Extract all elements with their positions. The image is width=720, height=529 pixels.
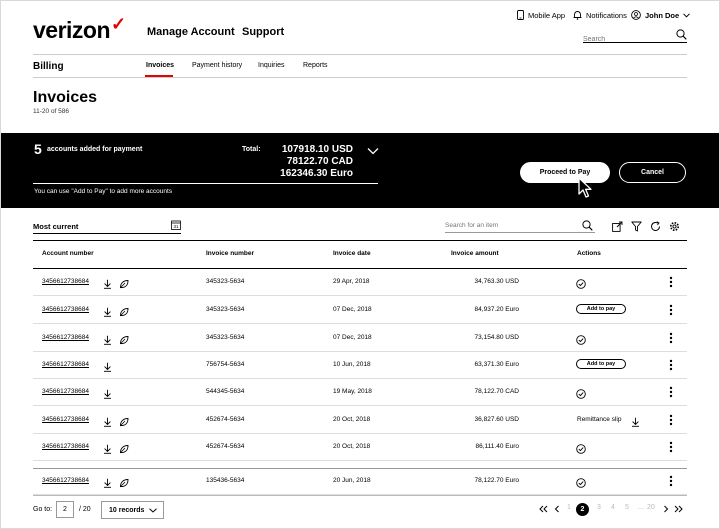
invoice-number: 345323-5634: [206, 306, 245, 313]
more-options-icon[interactable]: [669, 386, 673, 398]
col-actions: Actions: [577, 250, 601, 257]
check-circle-icon: [576, 279, 586, 289]
leaf-button[interactable]: [119, 332, 129, 350]
invoice-amount: 63,371.30 Euro: [474, 361, 519, 368]
paid-status: [576, 386, 586, 404]
remittance-slip-label[interactable]: Remittance slip: [577, 416, 622, 423]
invoice-amount: 78,122.70 Euro: [474, 477, 519, 484]
page-20[interactable]: 20: [647, 504, 655, 511]
user-icon: [631, 10, 641, 20]
download-icon[interactable]: [103, 307, 112, 317]
invoice-number: 452674-5634: [206, 416, 245, 423]
filter-icon[interactable]: [631, 221, 642, 232]
more-options-icon[interactable]: [669, 332, 673, 344]
proceed-to-pay-button[interactable]: Proceed to Pay: [520, 162, 610, 183]
table-row: [33, 324, 687, 352]
header-divider: [33, 54, 687, 55]
download-button[interactable]: [103, 276, 112, 294]
leaf-icon[interactable]: [119, 478, 129, 488]
payment-banner: [1, 133, 720, 208]
table-row: [33, 467, 687, 495]
notifications-link[interactable]: [573, 10, 627, 20]
result-range: 11-20 of 586: [33, 108, 70, 115]
table-bottom-divider: [33, 468, 687, 469]
page-3[interactable]: 3: [597, 504, 601, 511]
total-label: Total:: [242, 146, 261, 153]
total-cad: 78122.70 CAD: [286, 156, 353, 167]
invoice-date: 07 Dec, 2018: [333, 334, 372, 341]
add-to-pay-button[interactable]: Add to pay: [576, 304, 626, 314]
records-label: 10 records: [109, 506, 145, 514]
pagination-divider: [33, 495, 687, 496]
download-button[interactable]: [103, 414, 112, 432]
table-row: [33, 296, 687, 324]
invoice-date: 20 Oct, 2018: [333, 443, 371, 450]
download-icon[interactable]: [103, 417, 112, 427]
next-page-icon[interactable]: [663, 505, 669, 513]
banner-divider: [33, 183, 378, 184]
total-pages: / 20: [79, 506, 91, 513]
leaf-icon[interactable]: [119, 335, 129, 345]
accounts-count: 5: [34, 141, 42, 157]
more-options-icon[interactable]: [669, 304, 673, 316]
phone-icon: [517, 10, 524, 20]
invoice-date: 10 Jun, 2018: [333, 361, 371, 368]
more-options-icon[interactable]: [669, 276, 673, 288]
download-icon[interactable]: [103, 478, 112, 488]
invoice-number: 345323-5634: [206, 334, 245, 341]
table-search[interactable]: [445, 219, 595, 233]
account-number-link[interactable]: 3456612738684: [42, 306, 89, 313]
download-icon[interactable]: [103, 279, 112, 289]
table-header: [33, 240, 687, 269]
page-4[interactable]: 4: [611, 504, 615, 511]
mouse-cursor-icon: [578, 177, 594, 199]
download-icon[interactable]: [103, 389, 112, 399]
invoice-amount: 86,111.40 Euro: [475, 443, 519, 450]
account-number-link[interactable]: 3456612738684: [42, 361, 89, 368]
page-2-current[interactable]: 2: [576, 503, 589, 516]
section-title: Billing: [33, 61, 64, 72]
records-per-page-select[interactable]: [101, 501, 164, 519]
account-number-link[interactable]: 3456612738684: [42, 334, 89, 341]
tab-invoices[interactable]: Invoices: [146, 62, 175, 69]
download-icon[interactable]: [631, 417, 640, 427]
download-button[interactable]: [103, 332, 112, 350]
page-title: Invoices: [33, 89, 98, 106]
accounts-count-label: accounts added for payment: [47, 146, 143, 153]
leaf-button[interactable]: [119, 414, 129, 432]
search-icon[interactable]: [582, 220, 593, 231]
download-button[interactable]: [103, 386, 112, 404]
user-menu[interactable]: [631, 10, 690, 20]
leaf-button[interactable]: [119, 304, 129, 322]
leaf-icon[interactable]: [119, 417, 129, 427]
sort-dropdown[interactable]: [33, 220, 181, 234]
more-options-icon[interactable]: [669, 475, 673, 487]
calendar-icon[interactable]: [171, 220, 181, 230]
first-page-icon[interactable]: [539, 505, 548, 513]
verizon-logo[interactable]: [33, 14, 126, 44]
global-search-input[interactable]: [583, 36, 673, 43]
download-button[interactable]: [103, 441, 112, 459]
more-options-icon[interactable]: [669, 414, 673, 426]
previous-page-icon[interactable]: [554, 505, 560, 513]
check-circle-icon: [576, 389, 586, 399]
paid-status: [576, 276, 586, 294]
invoice-amount: 73,154.80 USD: [474, 334, 519, 341]
chevron-down-icon: [149, 508, 157, 513]
invoice-date: 19 May, 2018: [333, 388, 372, 395]
account-number-link[interactable]: 3456612738684: [42, 278, 89, 285]
table-row: [33, 268, 687, 296]
download-button[interactable]: [103, 359, 112, 377]
table-row: [33, 378, 687, 406]
download-icon[interactable]: [103, 444, 112, 454]
invoice-date: 20 Jun, 2018: [333, 477, 371, 484]
col-invoice-number[interactable]: Invoice number: [206, 250, 255, 257]
total-euro: 162346.30 Euro: [280, 168, 353, 179]
download-button[interactable]: [103, 304, 112, 322]
gear-icon[interactable]: [669, 221, 680, 232]
row-menu[interactable]: [669, 331, 673, 349]
table-row: [33, 433, 687, 461]
row-menu[interactable]: [669, 303, 673, 321]
leaf-icon[interactable]: [119, 444, 129, 454]
row-menu[interactable]: [669, 440, 673, 458]
search-icon[interactable]: [676, 29, 687, 40]
leaf-button[interactable]: [119, 475, 129, 493]
mobile-app-link[interactable]: [517, 10, 565, 20]
row-menu[interactable]: [669, 358, 673, 376]
row-menu[interactable]: [669, 385, 673, 403]
user-name: John Doe: [645, 10, 680, 20]
account-number-link[interactable]: 3456612738684: [42, 477, 89, 484]
global-search[interactable]: [583, 28, 687, 43]
paid-status: [576, 475, 586, 493]
col-invoice-amount[interactable]: Invoice amount: [451, 250, 499, 257]
remittance-download[interactable]: [631, 414, 640, 432]
more-options-icon[interactable]: [669, 359, 673, 371]
expand-totals-chevron-icon[interactable]: [367, 147, 379, 155]
download-icon[interactable]: [103, 335, 112, 345]
download-icon[interactable]: [103, 362, 112, 372]
account-number-link[interactable]: 3456612738684: [42, 388, 89, 395]
brand-checkmark: ✓: [111, 14, 126, 34]
table-search-input[interactable]: [445, 222, 575, 229]
brand-text: verizon: [33, 17, 111, 43]
notifications-label: Notifications: [586, 10, 627, 20]
invoice-number: 544345-5634: [206, 388, 245, 395]
sort-label: Most current: [33, 222, 79, 231]
invoice-amount: 78,122.70 CAD: [474, 388, 519, 395]
check-circle-icon: [576, 444, 586, 454]
tab-inquiries[interactable]: Inquiries: [258, 62, 285, 69]
download-button[interactable]: [103, 475, 112, 493]
account-number-link[interactable]: 3456612738684: [42, 443, 89, 450]
invoice-date: 20 Oct, 2018: [333, 416, 371, 423]
invoice-number: 756754-5634: [206, 361, 245, 368]
page-ellipsis: ...: [638, 504, 644, 511]
total-usd: 107918.10 USD: [281, 144, 353, 155]
page-1[interactable]: 1: [567, 504, 571, 511]
invoice-date: 07 Dec, 2018: [333, 306, 372, 313]
leaf-button[interactable]: [119, 441, 129, 459]
nav-support[interactable]: Support: [242, 26, 285, 38]
row-menu[interactable]: [669, 275, 673, 293]
chevron-down-icon: [683, 13, 690, 18]
export-icon[interactable]: [612, 221, 623, 232]
invoice-amount: 34,763.30 USD: [474, 278, 519, 285]
page-5[interactable]: 5: [625, 504, 629, 511]
mobile-app-label: Mobile App: [528, 10, 566, 20]
refresh-icon[interactable]: [650, 221, 661, 232]
goto-page-input[interactable]: 2: [56, 501, 74, 518]
col-account-number[interactable]: Account number: [42, 250, 94, 257]
check-circle-icon: [576, 335, 586, 345]
invoice-amount: 84,937.20 Euro: [474, 306, 519, 313]
invoice-amount: 36,827.60 USD: [474, 416, 519, 423]
goto-label: Go to:: [33, 506, 53, 513]
col-invoice-date[interactable]: Invoice date: [333, 250, 371, 257]
paid-status: [576, 332, 586, 350]
invoice-number: 452674-5634: [206, 443, 245, 450]
cancel-button[interactable]: Cancel: [619, 162, 686, 183]
row-menu[interactable]: [669, 413, 673, 431]
bell-icon: [573, 10, 582, 20]
account-number-link[interactable]: 3456612738684: [42, 416, 89, 423]
check-circle-icon: [576, 478, 586, 488]
invoice-number: 345323-5634: [206, 278, 245, 285]
table-row: [33, 406, 687, 434]
paid-status: [576, 441, 586, 459]
tab-reports[interactable]: Reports: [303, 62, 328, 69]
invoice-number: 135436-5634: [206, 477, 245, 484]
invoice-date: 29 Apr, 2018: [333, 278, 370, 285]
add-to-pay-button[interactable]: Add to pay: [576, 359, 626, 369]
svg-text:31: 31: [173, 224, 179, 230]
more-options-icon[interactable]: [669, 441, 673, 453]
leaf-icon[interactable]: [119, 307, 129, 317]
tab-payment-history[interactable]: Payment history: [192, 62, 243, 69]
last-page-icon[interactable]: [674, 505, 683, 513]
leaf-button[interactable]: [119, 276, 129, 294]
nav-manage-account[interactable]: Manage Account: [147, 26, 235, 38]
subnav-divider: [33, 77, 687, 78]
row-menu[interactable]: [669, 474, 673, 492]
table-row: [33, 351, 687, 379]
leaf-icon[interactable]: [119, 279, 129, 289]
banner-hint: You can use "Add to Pay" to add more accounts: [34, 188, 173, 195]
